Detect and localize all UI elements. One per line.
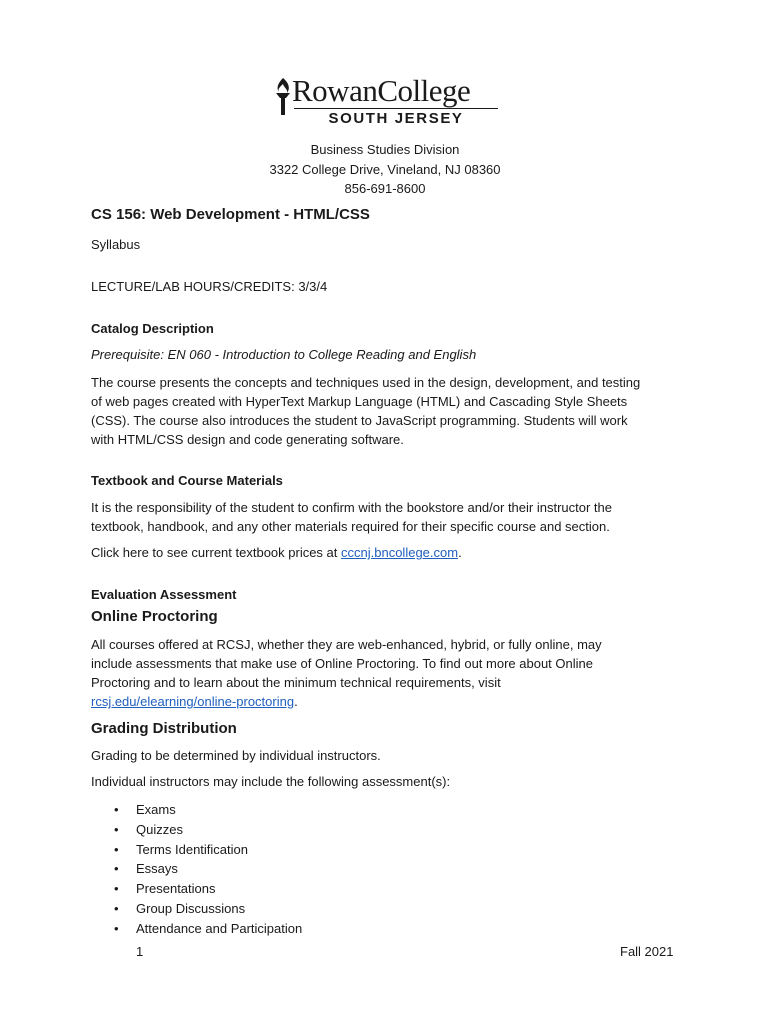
list-item: • Terms Identification <box>114 841 248 857</box>
list-item: • Group Discussions <box>114 900 246 916</box>
prerequisite: Prerequisite: EN 060 - Introduction to College Reading and English <box>91 347 477 362</box>
division-phone: 856-691-8600 <box>344 181 426 196</box>
textbook-heading: Textbook and Course Materials <box>91 473 283 488</box>
logo-subtitle: SOUTH JERSEY <box>328 110 464 127</box>
term-label: Fall 2021 <box>620 944 674 959</box>
document-type: Syllabus <box>91 237 141 252</box>
list-item: • Attendance and Participation <box>114 920 303 936</box>
catalog-heading: Catalog Description <box>91 321 214 336</box>
logo-divider <box>294 108 498 109</box>
torch-icon <box>272 76 294 116</box>
list-item: • Quizzes <box>114 821 183 837</box>
grading-intro: Individual instructors may include the following assessment(s): <box>91 774 451 789</box>
grading-note: Grading to be determined by individual instructors. <box>91 748 381 763</box>
list-item: • Essays <box>114 861 178 877</box>
proctoring-link[interactable]: rcsj.edu/elearning/online-proctoring <box>91 694 295 709</box>
catalog-description: The course presents the concepts and techniques used in the design, development, and testing of web pages created with HyperText Markup Language (HTML) and Cascading Style Sheets (CSS). The course also introduces the student to JavaScript programming. Students will work with HTML/CSS design and code generating software. <box>91 375 641 447</box>
course-title: CS 156: Web Development - HTML/CSS <box>91 206 370 223</box>
proctoring-heading: Online Proctoring <box>91 608 218 625</box>
division-address: 3322 College Drive, Vineland, NJ 08360 <box>269 161 501 177</box>
division-contact <box>0 140 770 199</box>
textbook-text: It is the responsibility of the student to confirm with the bookstore and/or their instructor the textbook, handbook, and any other materials required for their specific course and section. <box>91 500 612 534</box>
division-name: Business Studies Division <box>310 142 460 157</box>
logo-wordmark: RowanCollege <box>292 73 471 108</box>
list-item: • Presentations <box>114 881 216 897</box>
proctoring-text: All courses offered at RCSJ, whether they are web-enhanced, hybrid, or fully online, may include assessments that make use of Online Proctoring. To find out more about Online Proctoring and to learn about the minimum technical requirements, visit rcsj.edu/elearning/online-proctoring. <box>91 637 602 709</box>
college-logo <box>270 72 502 128</box>
course-hours: LECTURE/LAB HOURS/CREDITS: 3/3/4 <box>91 279 328 294</box>
assessment-list <box>91 800 302 939</box>
grading-heading: Grading Distribution <box>91 720 237 737</box>
page-number: 1 <box>136 944 144 959</box>
evaluation-heading: Evaluation Assessment <box>91 587 237 602</box>
bookstore-link[interactable]: cccnj.bncollege.com <box>341 545 459 560</box>
textbook-link-line: Click here to see current textbook prices at cccnj.bncollege.com. <box>91 545 462 560</box>
list-item: • Exams <box>114 802 176 817</box>
